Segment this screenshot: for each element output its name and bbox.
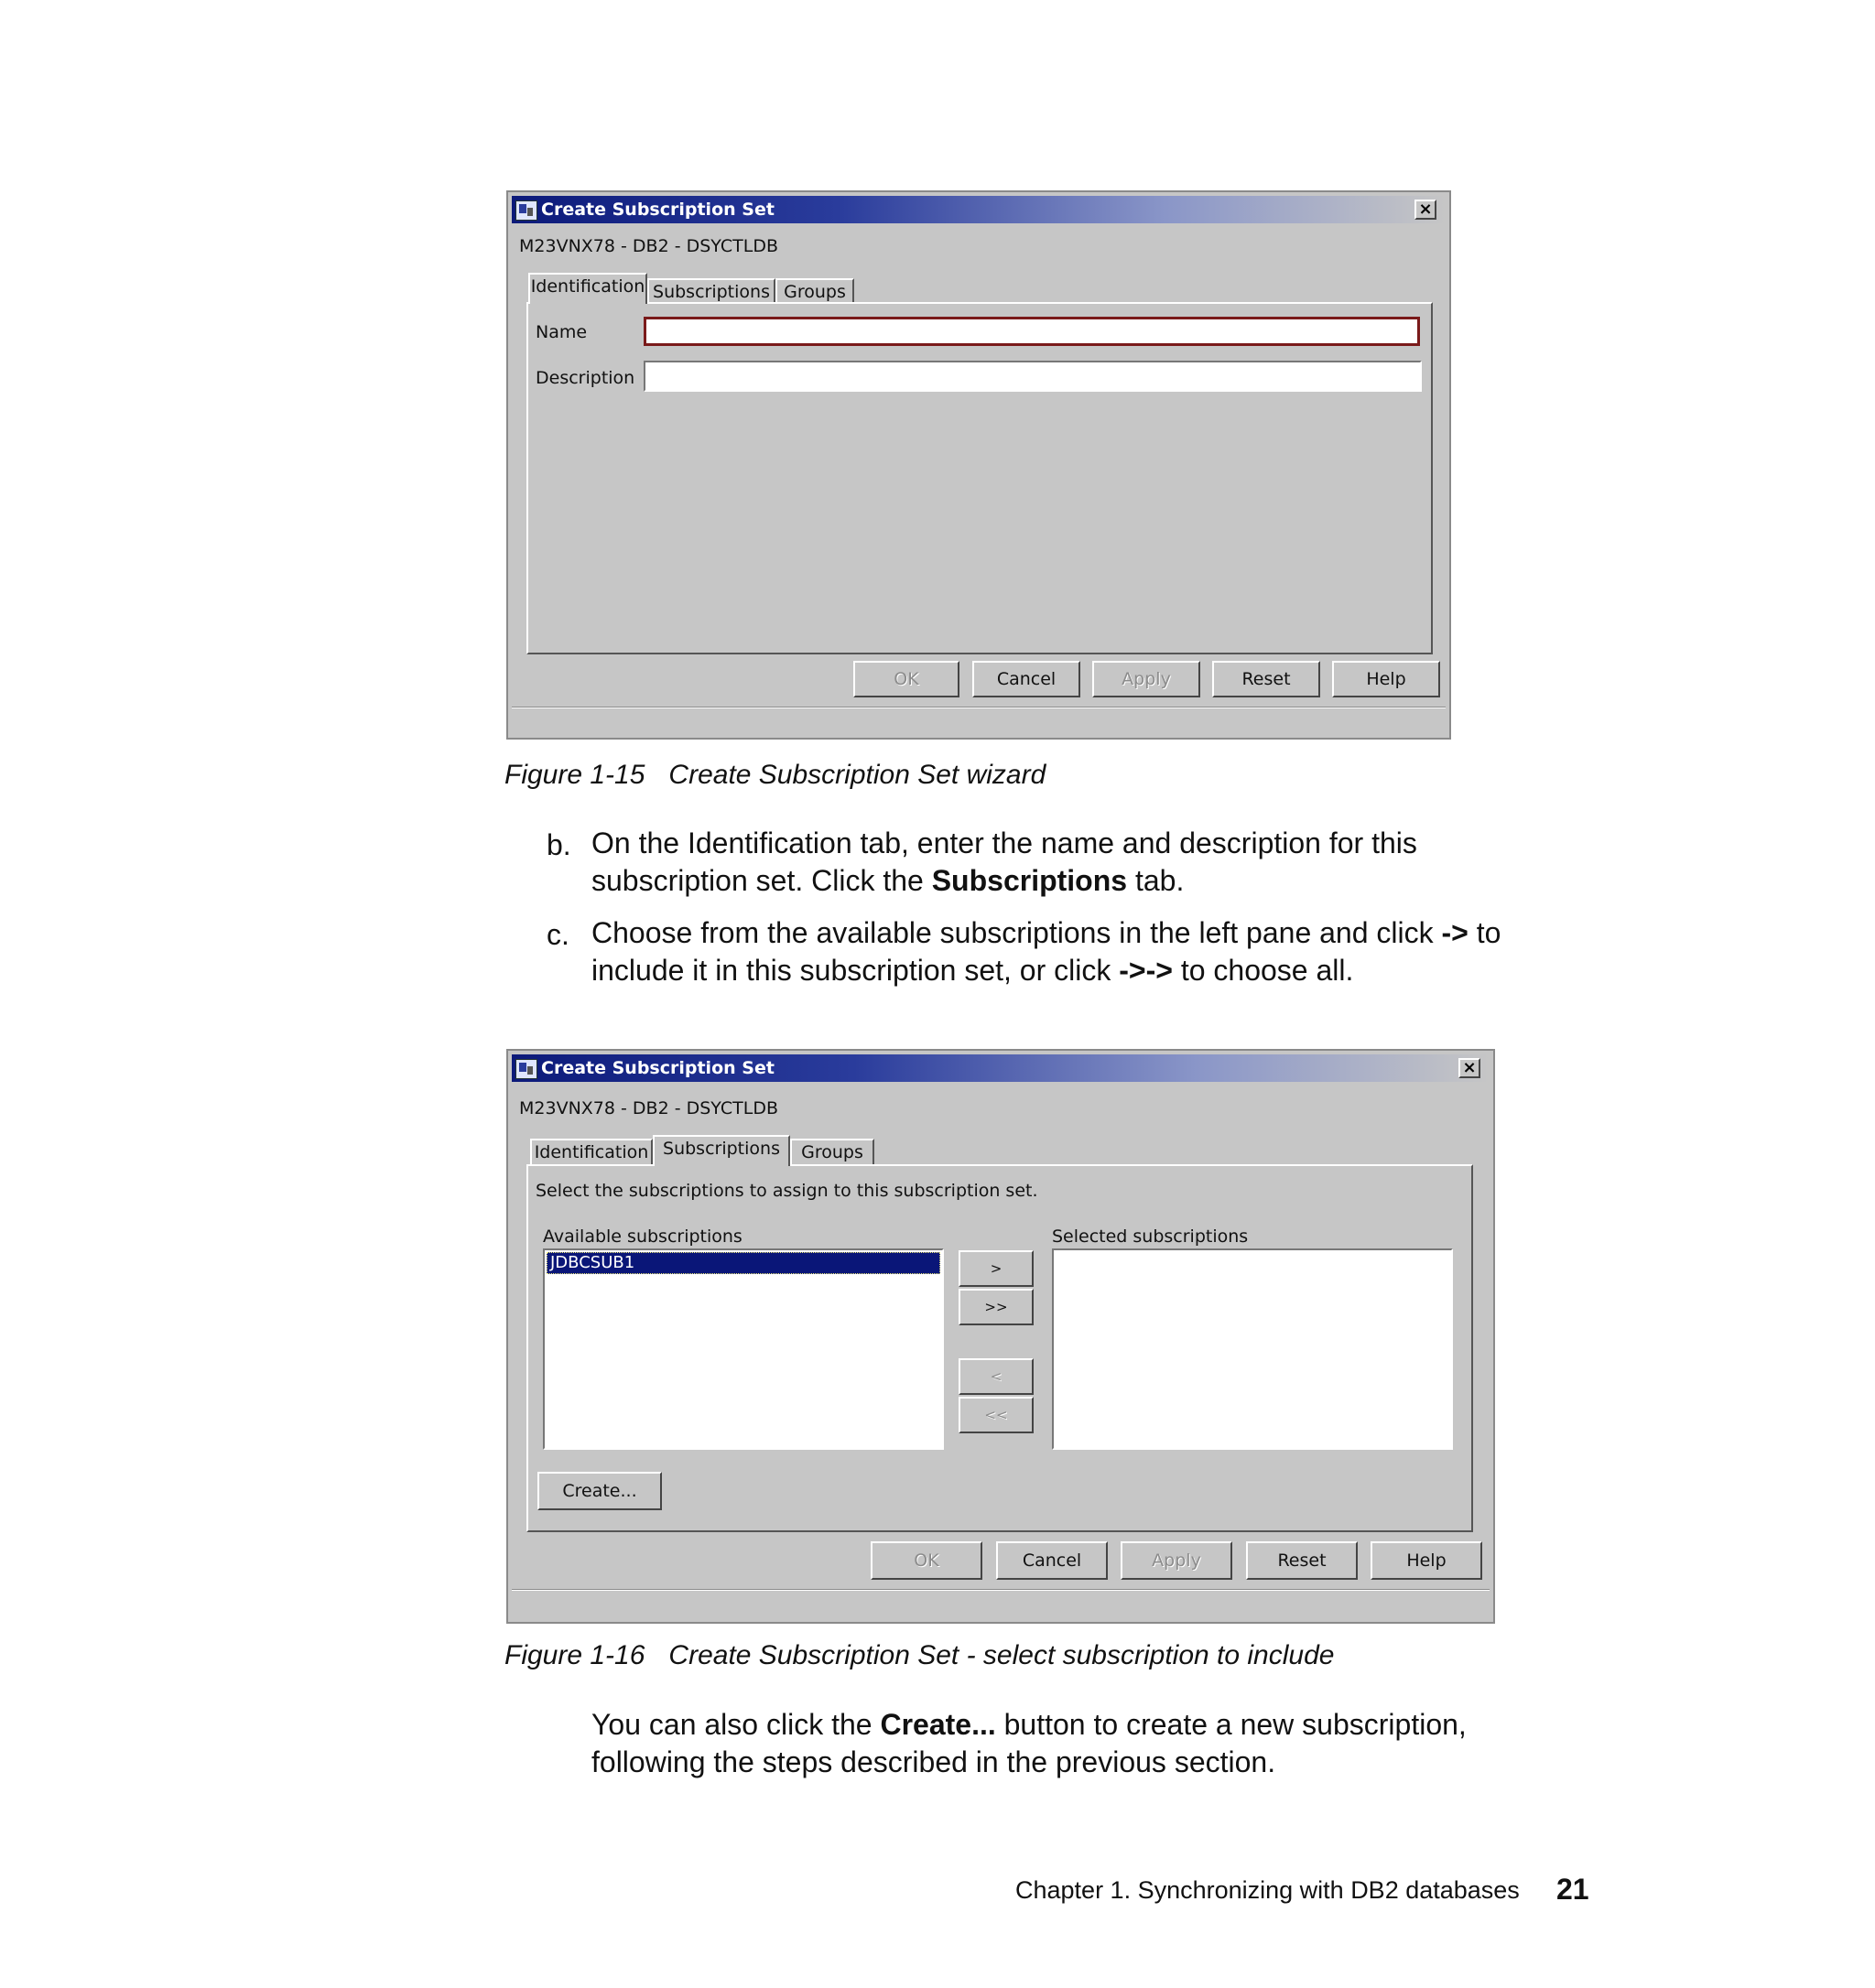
cancel-button[interactable]: Cancel <box>996 1541 1108 1580</box>
dialog-subtitle: M23VNX78 - DB2 - DSYCTLDB <box>519 236 778 256</box>
selected-subscriptions-list[interactable] <box>1052 1248 1453 1450</box>
figure-title: Create Subscription Set - select subscription to include <box>668 1640 1335 1670</box>
subscriptions-panel <box>526 1164 1473 1532</box>
subscriptions-emphasis: Subscriptions <box>931 864 1128 897</box>
description-label: Description <box>536 368 635 388</box>
create-subscription-set-dialog-identification <box>506 190 1451 740</box>
reset-button[interactable]: Reset <box>1246 1541 1358 1580</box>
add-all-button[interactable]: >> <box>959 1289 1034 1325</box>
tab-groups[interactable]: Groups <box>775 278 854 306</box>
dialog-title-bar <box>512 1054 1490 1082</box>
create-emphasis: Create... <box>880 1708 996 1741</box>
tab-identification[interactable]: Identification <box>530 1139 653 1166</box>
status-bar-divider <box>512 707 1446 708</box>
step-c-text <box>591 914 1782 989</box>
application-icon <box>515 200 537 221</box>
step-b-marker: b. <box>547 828 571 861</box>
step-c-marker: c. <box>547 918 569 951</box>
create-subscription-button[interactable]: Create... <box>537 1472 662 1510</box>
available-subscriptions-list[interactable] <box>543 1248 944 1450</box>
tab-subscriptions[interactable]: Subscriptions <box>647 278 775 306</box>
instruction-text: Select the subscriptions to assign to this subscription set. <box>536 1181 1038 1201</box>
list-item-selected[interactable]: JDBCSUB1 <box>547 1252 940 1274</box>
identification-panel <box>526 302 1433 654</box>
reset-button[interactable]: Reset <box>1212 661 1320 697</box>
add-button[interactable]: > <box>959 1250 1034 1287</box>
step-b-line-2: subscription set. Click the Subscriptions tab. <box>591 864 1185 897</box>
application-icon <box>515 1059 537 1079</box>
description-field[interactable] <box>644 361 1422 392</box>
remove-all-button[interactable]: << <box>959 1397 1034 1433</box>
dialog-subtitle: M23VNX78 - DB2 - DSYCTLDB <box>519 1098 778 1118</box>
available-subscriptions-label: Available subscriptions <box>543 1226 742 1247</box>
step-b-line-1: On the Identification tab, enter the name and description for this <box>591 827 1417 859</box>
page-number: 21 <box>1556 1873 1589 1906</box>
step-c-line-2: include it in this subscription set, or click ->-> to choose all. <box>591 954 1354 987</box>
double-arrow-emphasis: ->-> <box>1119 954 1173 987</box>
dialog-title: Create Subscription Set <box>541 200 775 220</box>
chapter-footer: Chapter 1. Synchronizing with DB2 databases <box>1015 1876 1520 1904</box>
tab-identification[interactable]: Identification <box>528 273 647 304</box>
step-c-line-1: Choose from the available subscriptions in the left pane and click -> to <box>591 916 1501 949</box>
tab-subscriptions[interactable]: Subscriptions <box>653 1135 790 1166</box>
status-bar-divider <box>512 1589 1490 1591</box>
figure-number: Figure 1-16 <box>504 1640 645 1670</box>
help-button[interactable]: Help <box>1332 661 1440 697</box>
close-icon[interactable]: × <box>1458 1058 1480 1078</box>
closing-paragraph <box>591 1706 1782 1781</box>
remove-button[interactable]: < <box>959 1358 1034 1395</box>
figure-caption-1-15 <box>504 760 1046 791</box>
selected-subscriptions-label: Selected subscriptions <box>1052 1226 1249 1247</box>
name-label: Name <box>536 322 588 342</box>
dialog-title: Create Subscription Set <box>541 1058 775 1078</box>
ok-button[interactable]: OK <box>853 661 959 697</box>
arrow-emphasis: -> <box>1441 916 1469 949</box>
ok-button[interactable]: OK <box>871 1541 982 1580</box>
apply-button[interactable]: Apply <box>1092 661 1200 697</box>
closing-line-2: following the steps described in the previous section. <box>591 1745 1276 1778</box>
figure-title: Create Subscription Set wizard <box>668 760 1046 790</box>
dialog-title-bar <box>512 196 1446 223</box>
closing-line-1: You can also click the Create... button to create a new subscription, <box>591 1708 1467 1741</box>
figure-number: Figure 1-15 <box>504 760 645 790</box>
figure-caption-1-16 <box>504 1640 1334 1671</box>
tab-groups[interactable]: Groups <box>790 1139 874 1166</box>
step-b-text <box>591 825 1690 900</box>
cancel-button[interactable]: Cancel <box>972 661 1080 697</box>
create-subscription-set-dialog-subscriptions <box>506 1049 1495 1624</box>
apply-button[interactable]: Apply <box>1121 1541 1232 1580</box>
close-icon[interactable]: × <box>1414 200 1436 220</box>
help-button[interactable]: Help <box>1371 1541 1482 1580</box>
name-field[interactable] <box>644 317 1420 346</box>
